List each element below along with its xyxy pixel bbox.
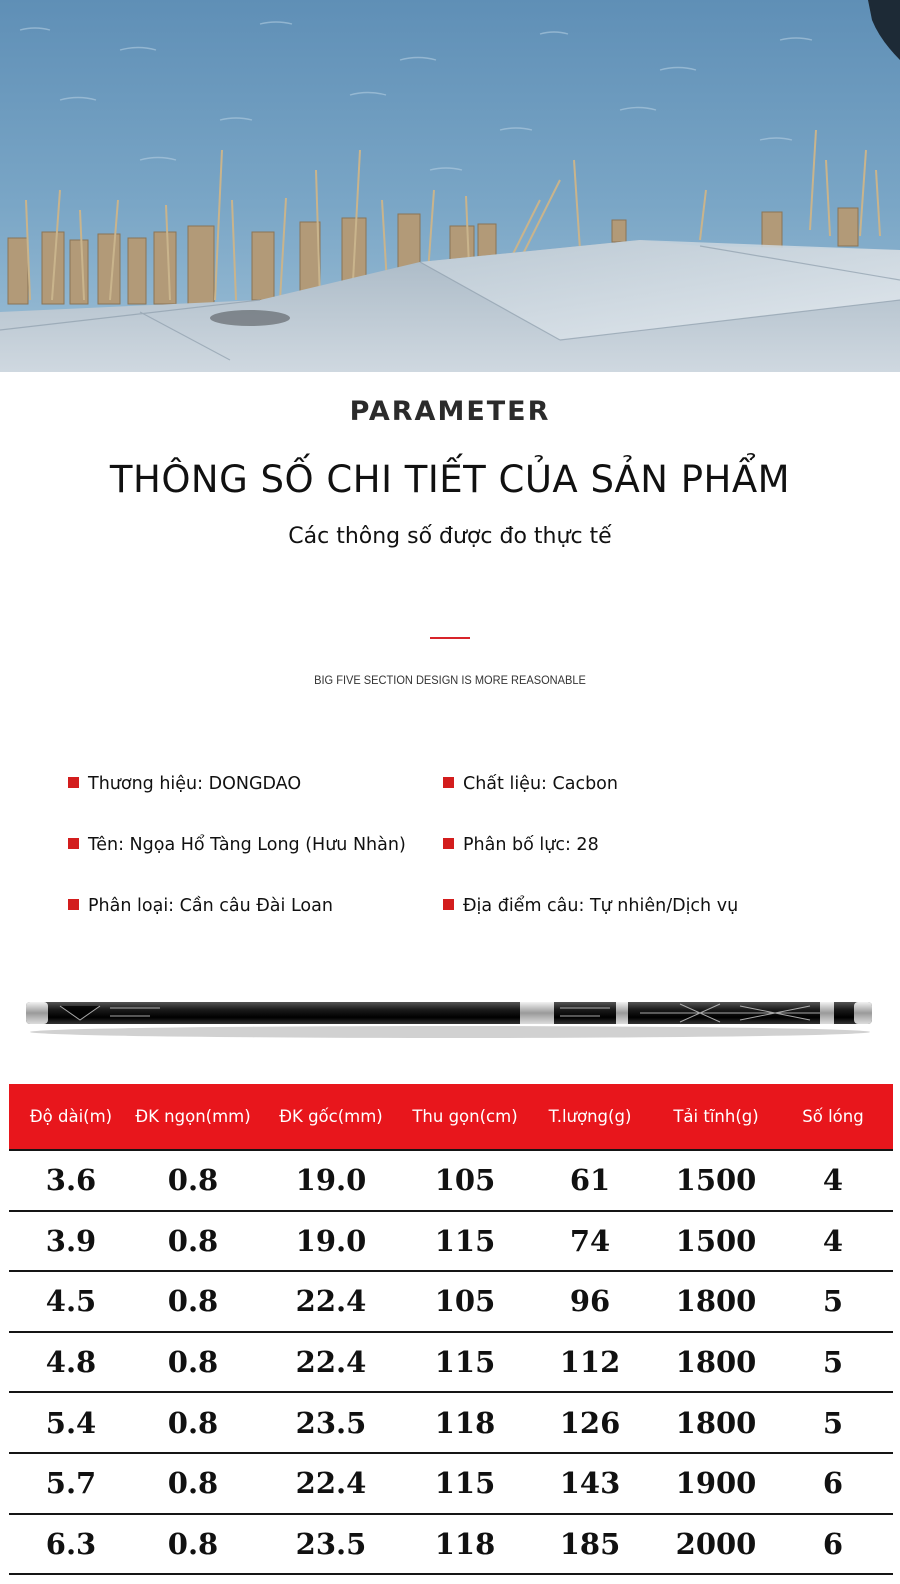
parameter-label: PARAMETER xyxy=(349,396,551,427)
spec-text: Phân loại: Cần câu Đài Loan xyxy=(88,896,333,916)
table-cell: 0.8 xyxy=(133,1271,253,1332)
spec-brand xyxy=(68,774,301,794)
hero-photo xyxy=(0,0,900,372)
table-cell: 0.8 xyxy=(133,1392,253,1453)
table-cell: 1800 xyxy=(659,1271,773,1332)
table-cell: 19.0 xyxy=(253,1211,409,1272)
table-cell: 4.5 xyxy=(9,1271,133,1332)
table-cell: 115 xyxy=(409,1211,521,1272)
table-cell: 0.8 xyxy=(133,1453,253,1514)
table-cell: 1800 xyxy=(659,1332,773,1393)
spec-table xyxy=(9,1084,893,1575)
table-cell: 61 xyxy=(521,1150,659,1211)
table-cell: 4 xyxy=(773,1211,893,1272)
table-cell: 143 xyxy=(521,1453,659,1514)
table-cell: 6 xyxy=(773,1514,893,1575)
spec-text: Thương hiệu: DONGDAO xyxy=(88,774,302,794)
table-row xyxy=(9,1514,893,1575)
design-note: BIG FIVE SECTION DESIGN IS MORE REASONABLE xyxy=(314,673,586,687)
table-cell: 115 xyxy=(409,1453,521,1514)
column-header: Thu gọn(cm) xyxy=(409,1084,521,1150)
column-header: Tải tĩnh(g) xyxy=(659,1084,773,1150)
spec-force xyxy=(443,835,599,855)
spec-text: Phân bố lực: 28 xyxy=(463,835,599,855)
table-cell: 23.5 xyxy=(253,1514,409,1575)
table-cell: 185 xyxy=(521,1514,659,1575)
table-row xyxy=(9,1271,893,1332)
table-cell: 1900 xyxy=(659,1453,773,1514)
page-title: THÔNG SỐ CHI TIẾT CỦA SẢN PHẨM xyxy=(109,458,791,501)
table-cell: 115 xyxy=(409,1332,521,1393)
table-cell: 126 xyxy=(521,1392,659,1453)
fishing-rod-image xyxy=(20,996,880,1044)
spec-name xyxy=(68,835,406,855)
column-header: ĐK gốc(mm) xyxy=(253,1084,409,1150)
table-cell: 112 xyxy=(521,1332,659,1393)
table-cell: 19.0 xyxy=(253,1150,409,1211)
spec-text: Địa điểm câu: Tự nhiên/Dịch vụ xyxy=(463,896,739,916)
column-header: T.lượng(g) xyxy=(521,1084,659,1150)
red-square-bullet-icon xyxy=(68,838,79,849)
table-cell: 96 xyxy=(521,1271,659,1332)
table-cell: 5 xyxy=(773,1271,893,1332)
table-cell: 74 xyxy=(521,1211,659,1272)
table-cell: 118 xyxy=(409,1392,521,1453)
table-cell: 5.7 xyxy=(9,1453,133,1514)
table-cell: 1800 xyxy=(659,1392,773,1453)
table-cell: 105 xyxy=(409,1271,521,1332)
table-cell: 6 xyxy=(773,1453,893,1514)
table-row xyxy=(9,1332,893,1393)
table-cell: 22.4 xyxy=(253,1332,409,1393)
spec-category xyxy=(68,896,333,916)
red-square-bullet-icon xyxy=(443,777,454,788)
table-cell: 4 xyxy=(773,1150,893,1211)
table-cell: 0.8 xyxy=(133,1514,253,1575)
table-cell: 2000 xyxy=(659,1514,773,1575)
spec-location xyxy=(443,896,738,916)
spec-text: Tên: Ngọa Hổ Tàng Long (Hưu Nhàn) xyxy=(88,835,406,855)
table-cell: 0.8 xyxy=(133,1332,253,1393)
red-square-bullet-icon xyxy=(443,899,454,910)
table-cell: 0.8 xyxy=(133,1150,253,1211)
table-cell: 3.6 xyxy=(9,1150,133,1211)
table-header-row xyxy=(9,1084,893,1150)
table-row xyxy=(9,1211,893,1272)
red-square-bullet-icon xyxy=(68,777,79,788)
table-cell: 23.5 xyxy=(253,1392,409,1453)
page-subtitle: Các thông số được đo thực tế xyxy=(288,524,612,549)
table-cell: 6.3 xyxy=(9,1514,133,1575)
table-cell: 5 xyxy=(773,1332,893,1393)
table-row xyxy=(9,1392,893,1453)
column-header: ĐK ngọn(mm) xyxy=(133,1084,253,1150)
table-cell: 5 xyxy=(773,1392,893,1453)
table-cell: 22.4 xyxy=(253,1271,409,1332)
table-row xyxy=(9,1453,893,1514)
table-cell: 105 xyxy=(409,1150,521,1211)
table-cell: 1500 xyxy=(659,1211,773,1272)
table-row xyxy=(9,1150,893,1211)
table-cell: 118 xyxy=(409,1514,521,1575)
spec-text: Chất liệu: Cacbon xyxy=(463,774,618,794)
table-cell: 0.8 xyxy=(133,1211,253,1272)
table-cell: 22.4 xyxy=(253,1453,409,1514)
red-square-bullet-icon xyxy=(443,838,454,849)
red-divider xyxy=(430,637,470,639)
lakeside-reeds-image xyxy=(0,0,900,372)
table-cell: 1500 xyxy=(659,1150,773,1211)
table-cell: 5.4 xyxy=(9,1392,133,1453)
column-header: Độ dài(m) xyxy=(9,1084,133,1150)
red-square-bullet-icon xyxy=(68,899,79,910)
spec-material xyxy=(443,774,618,794)
table-cell: 4.8 xyxy=(9,1332,133,1393)
column-header: Số lóng xyxy=(773,1084,893,1150)
table-cell: 3.9 xyxy=(9,1211,133,1272)
